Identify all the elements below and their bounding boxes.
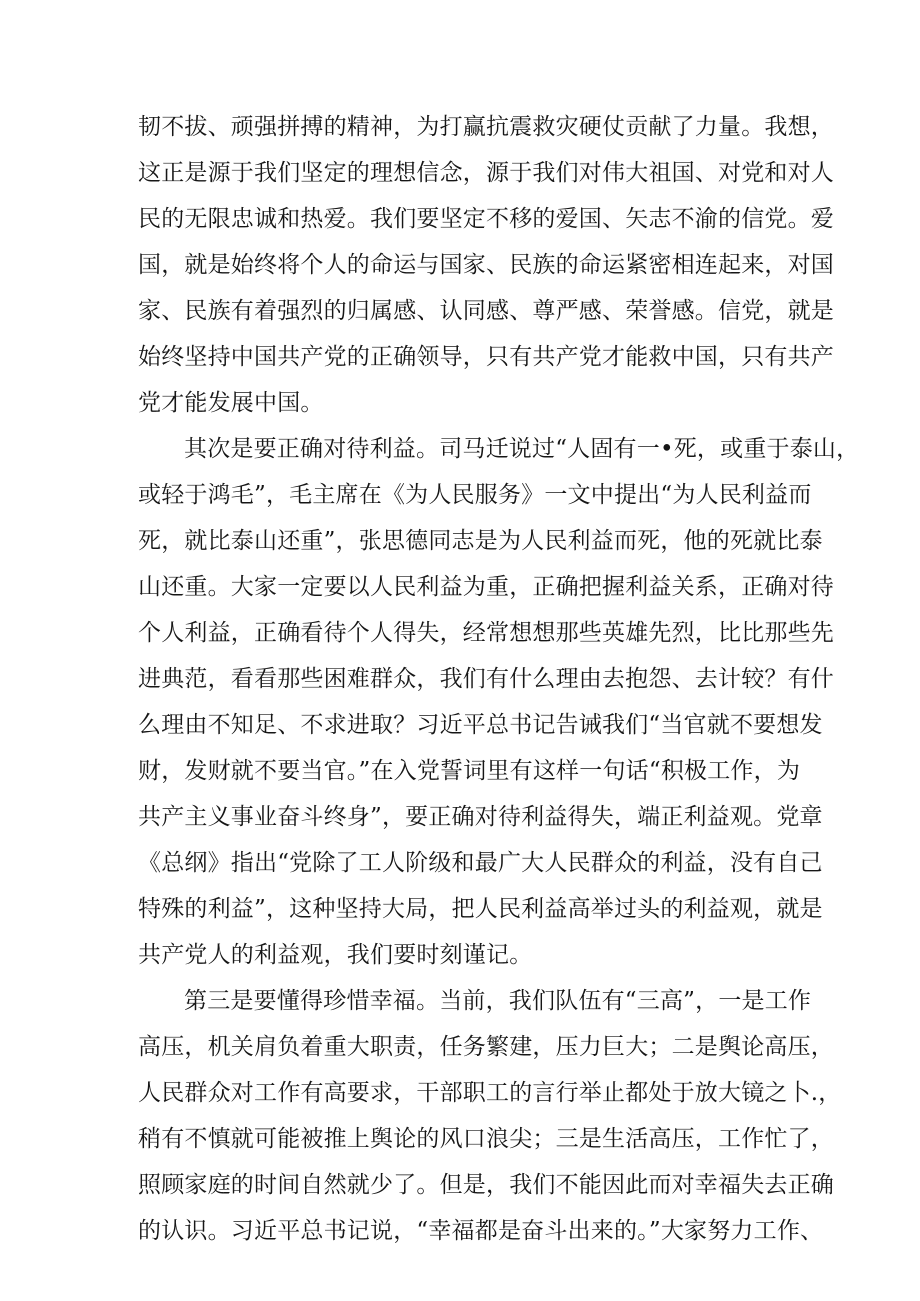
text-line: 死，就比泰山还重”，张思德同志是为人民利益而死，他的死就比泰 [138,528,823,554]
text-line: 高压，机关肩负着重大职责，任务繁建，压力巨大；二是舆论高压， [138,1034,834,1060]
text-line: 韧不拔、顽强拼搏的精神，为打赢抗震救灾硬仗贡献了力量。我想， [138,114,834,140]
text-line: 山还重。大家一定要以人民利益为重，正确把握利益关系，正确对待 [138,574,834,600]
text-line: 么理由不知足、不求进取？习近平总书记告诫我们“当官就不要想发 [138,712,823,738]
paragraph-start-line: 第三是要懂得珍惜幸福。当前，我们队伍有“三高”，一是工作 [184,988,812,1014]
text-line: 稍有不慎就可能被推上舆论的风口浪尖；三是生活高压，工作忙了， [138,1126,834,1152]
text-line: 党才能发展中国。 [138,390,324,416]
text-line: 进典范，看看那些困难群众，我们有什么理由去抱怨、去计较？有什 [138,666,834,692]
text-line: 民的无限忠诚和热爱。我们要坚定不移的爱国、矢志不渝的信党。爱 [138,206,834,232]
text-line: 家、民族有着强烈的归属感、认同感、尊严感、荣誉感。信党，就是 [138,298,834,324]
text-line: 《总纲》指出“党除了工人阶级和最广大人民群众的利益，没有自己 [138,850,823,876]
text-line: 照顾家庭的时间自然就少了。但是，我们不能因此而对幸福失去正确 [138,1172,834,1198]
text-line: 这正是源于我们坚定的理想信念，源于我们对伟大祖国、对党和对人 [138,160,834,186]
text-line: 特殊的利益”，这种坚持大局，把人民利益高举过头的利益观，就是 [138,896,823,922]
text-line: 个人利益，正确看待个人得失，经常想想那些英雄先烈，比比那些先 [138,620,834,646]
text-line: 或轻于鸿毛”，毛主席在《为人民服务》一文中提出“为人民利益而 [138,482,812,508]
text-line: 国，就是始终将个人的命运与国家、民族的命运紧密相连起来，对国 [138,252,834,278]
text-line: 人民群众对工作有高要求，干部职工的言行举止都处于放大镜之卜.， [138,1080,842,1106]
paragraph-start-line: 其次是要正确对待利益。司马迁说过“人固有一•死，或重于泰山， [184,436,860,462]
text-line: 共产主义事业奋斗终身”，要正确对待利益得失，端正利益观。党章 [138,804,823,830]
text-line: 共产党人的利益观，我们要时刻谨记。 [138,942,533,968]
text-line: 始终坚持中国共产党的正确领导，只有共产党才能救中国，只有共产 [138,344,834,370]
text-line: 的认识。习近平总书记说，“幸福都是奋斗出来的。”大家努力工作、 [138,1218,824,1244]
text-line: 财，发财就不要当官。”在入党誓词里有这样一句话“积极工作，为 [138,758,801,784]
